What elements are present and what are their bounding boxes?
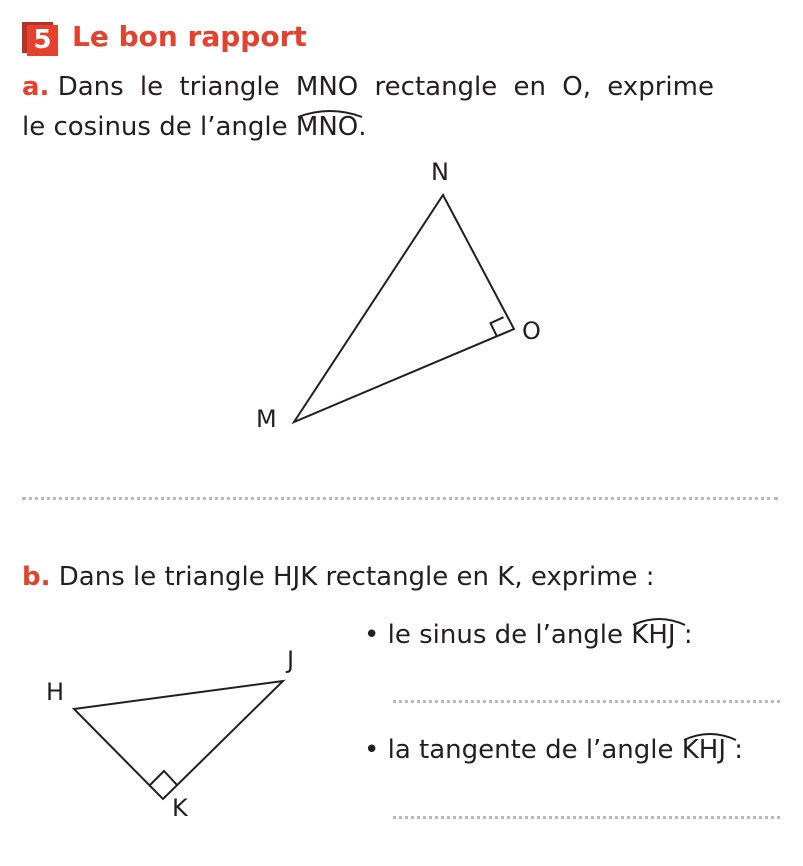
point-label-h: H	[46, 678, 65, 706]
point-label-j: J	[287, 646, 295, 674]
part-a-line2-prefix: le cosinus de l’angle	[22, 112, 296, 142]
point-label-o: O	[522, 317, 541, 345]
angle-mno: MNO	[296, 112, 358, 142]
part-a-line2-suffix: .	[358, 112, 367, 142]
right-angle-mark-k	[149, 771, 177, 786]
triangle-hjk	[74, 681, 283, 799]
part-a-letter: a.	[22, 72, 50, 102]
bullet-sinus-prefix: le sinus de l’angle	[387, 620, 632, 650]
part-a-text: Dans le triangle MNO rectangle en O, exprime	[57, 72, 714, 102]
point-label-m: M	[256, 405, 277, 433]
part-b-letter: b.	[22, 562, 51, 592]
point-label-k: K	[172, 794, 188, 822]
bullet-tangente-suffix: :	[726, 735, 744, 765]
part-b-text: Dans le triangle HJK rectangle en K, exprime :	[58, 562, 655, 592]
exercise-title: Le bon rapport	[72, 20, 307, 53]
answer-line-b1[interactable]	[393, 700, 780, 703]
answer-line-b2[interactable]	[393, 816, 780, 819]
angle-hat-icon	[682, 730, 738, 742]
bullet-sinus	[364, 620, 693, 650]
bullet-sinus-suffix: :	[675, 620, 693, 650]
angle-khj-1: KHJ	[631, 620, 675, 650]
point-label-n: N	[431, 158, 449, 186]
bullet-icon: •	[364, 620, 380, 650]
angle-khj-2: KHJ	[682, 735, 726, 765]
angle-hat-icon	[631, 615, 687, 627]
bullet-icon: •	[364, 735, 380, 765]
exercise-number: 5	[27, 25, 58, 56]
bullet-tangente-prefix: la tangente de l’angle	[387, 735, 682, 765]
bullet-tangente	[364, 735, 743, 765]
